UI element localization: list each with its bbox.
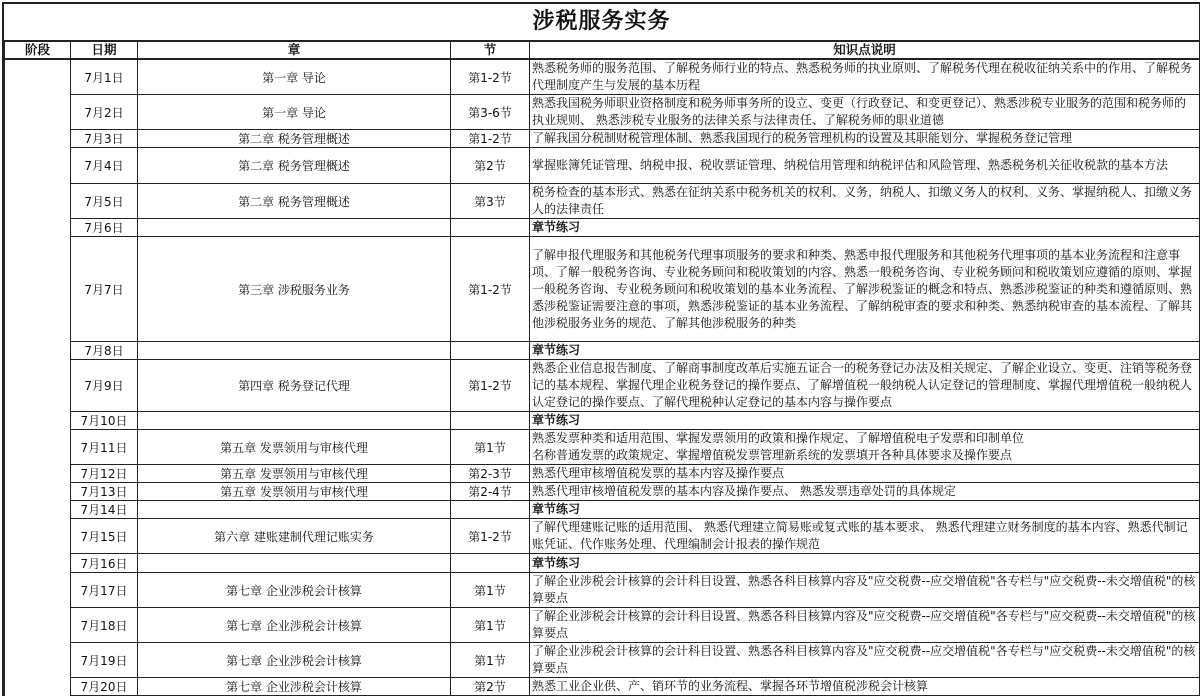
chapter-cell[interactable]: 第一章 导论 <box>138 95 451 130</box>
section-cell[interactable]: 第1节 <box>451 608 530 643</box>
knowledge-cell[interactable]: 税务检查的基本形式、熟悉在征纳关系中税务机关的权利、义务，纳税人、扣缴义务人的权利、义务、掌握纳税人、扣缴义务人的法律责任 <box>530 184 1200 219</box>
knowledge-cell[interactable]: 了解企业涉税会计核算的会计科目设置、熟悉各科目核算内容及"应交税费--应交增值税"各专栏与"应交税费--未交增值税"的核算要点 <box>530 643 1200 678</box>
date-cell[interactable]: 7月15日 <box>71 519 138 554</box>
date-cell[interactable]: 7月13日 <box>71 483 138 501</box>
table-row <box>5 483 1200 501</box>
table-row <box>5 342 1200 360</box>
table-row <box>5 501 1200 519</box>
table-row <box>5 643 1200 678</box>
knowledge-cell[interactable]: 熟悉代理审核增值税发票的基本内容及操作要点、 熟悉发票违章处罚的具体规定 <box>530 483 1200 501</box>
table-row <box>5 360 1200 412</box>
spreadsheet <box>2 2 1200 696</box>
table-row <box>5 430 1200 465</box>
date-cell[interactable]: 7月4日 <box>71 148 138 184</box>
table-row <box>5 412 1200 430</box>
table-row <box>5 219 1200 237</box>
date-cell[interactable]: 7月10日 <box>71 412 138 430</box>
section-cell[interactable]: 第1节 <box>451 643 530 678</box>
header-date[interactable]: 日期 <box>71 42 138 60</box>
chapter-cell[interactable]: 第二章 税务管理概述 <box>138 184 451 219</box>
knowledge-cell[interactable]: 熟悉发票种类和适用范围、掌握发票领用的政策和操作规定、了解增值税电子发票和印制单位 名称普通发票的政策规定、掌握增值税发票管理新系统的发票填开各种具体要求及操作要点 <box>530 430 1200 465</box>
table-row <box>5 59 1200 95</box>
date-cell[interactable]: 7月17日 <box>71 573 138 608</box>
table-row <box>5 519 1200 554</box>
table-row <box>5 237 1200 342</box>
section-cell[interactable]: 第1-2节 <box>451 237 530 342</box>
chapter-cell[interactable]: 第七章 企业涉税会计核算 <box>138 573 451 608</box>
date-cell[interactable]: 7月5日 <box>71 184 138 219</box>
date-cell[interactable]: 7月3日 <box>71 130 138 148</box>
knowledge-cell[interactable]: 章节练习 <box>530 342 1200 360</box>
section-cell[interactable]: 第1节 <box>451 430 530 465</box>
chapter-cell[interactable]: 第五章 发票领用与审核代理 <box>138 465 451 483</box>
section-cell[interactable]: 第3节 <box>451 184 530 219</box>
header-knowledge[interactable]: 知识点说明 <box>530 42 1200 60</box>
header-chapter[interactable]: 章 <box>138 42 451 60</box>
chapter-cell[interactable]: 第四章 税务登记代理 <box>138 360 451 412</box>
section-cell[interactable]: 第1-2节 <box>451 130 530 148</box>
section-cell[interactable]: 第3-6节 <box>451 95 530 130</box>
chapter-cell[interactable]: 第二章 税务管理概述 <box>138 130 451 148</box>
chapter-cell[interactable]: 第七章 企业涉税会计核算 <box>138 643 451 678</box>
chapter-cell[interactable] <box>138 412 451 430</box>
knowledge-cell[interactable]: 熟悉税务师的服务范围、了解税务师行业的特点、熟悉税务师的执业原则、了解税务代理在税收征纳关系中的作用、了解税务代理制度产生与发展的基本历程 <box>530 59 1200 95</box>
knowledge-cell[interactable]: 了解企业涉税会计核算的会计科目设置、熟悉各科目核算内容及"应交税费--应交增值税"各专栏与"应交税费--未交增值税"的核算要点 <box>530 608 1200 643</box>
section-cell[interactable]: 第2节 <box>451 678 530 696</box>
section-cell[interactable] <box>451 412 530 430</box>
date-cell[interactable]: 7月8日 <box>71 342 138 360</box>
knowledge-cell[interactable]: 熟悉企业信息报告制度、了解商事制度改革后实施五证合一的税务登记办法及相关规定、了解企业设立、变更、注销等税务登记的基本规程、掌握代理企业税务登记的操作要点、了解增值税一般纳税人认定登记的管理制度、掌握代理增值税一般纳税人认定登记的操作要点、了解代理税种认定登记的基本内容与操作要点 <box>530 360 1200 412</box>
sheet-title: 涉税服务实务 <box>4 4 1199 41</box>
header-row <box>5 42 1200 60</box>
section-cell[interactable]: 第2-3节 <box>451 465 530 483</box>
knowledge-cell[interactable]: 章节练习 <box>530 412 1200 430</box>
date-cell[interactable]: 7月18日 <box>71 608 138 643</box>
date-cell[interactable]: 7月2日 <box>71 95 138 130</box>
header-section[interactable]: 节 <box>451 42 530 60</box>
chapter-cell[interactable] <box>138 501 451 519</box>
table-row <box>5 573 1200 608</box>
table-row <box>5 465 1200 483</box>
knowledge-cell[interactable]: 熟悉代理审核增值税发票的基本内容及操作要点 <box>530 465 1200 483</box>
section-cell[interactable] <box>451 501 530 519</box>
knowledge-cell[interactable]: 章节练习 <box>530 501 1200 519</box>
knowledge-cell[interactable]: 章节练习 <box>530 554 1200 573</box>
section-cell[interactable]: 第1-2节 <box>451 360 530 412</box>
table-row <box>5 130 1200 148</box>
knowledge-cell[interactable]: 了解我国分税制财税管理体制、熟悉我国现行的税务管理机构的设置及其职能划分、掌握税务登记管理 <box>530 130 1200 148</box>
header-stage[interactable]: 阶段 <box>5 42 71 60</box>
knowledge-cell[interactable]: 了解代理建账记账的适用范围、 熟悉代理建立简易账或复式账的基本要求、 熟悉代理建立财务制度的基本内容、熟悉代制记账凭证、代作账务处理、代理编制会计报表的操作规范 <box>530 519 1200 554</box>
knowledge-cell[interactable]: 掌握账簿凭证管理、纳税申报、税收票证管理、纳税信用管理和纳税评估和风险管理、熟悉税务机关征收税款的基本方法 <box>530 148 1200 184</box>
stage-cell[interactable] <box>5 59 71 696</box>
section-cell[interactable] <box>451 554 530 573</box>
section-cell[interactable]: 第2-4节 <box>451 483 530 501</box>
date-cell[interactable]: 7月6日 <box>71 219 138 237</box>
section-cell[interactable] <box>451 342 530 360</box>
chapter-cell[interactable]: 第一章 导论 <box>138 59 451 95</box>
chapter-cell[interactable]: 第六章 建账建制代理记账实务 <box>138 519 451 554</box>
table-row <box>5 95 1200 130</box>
chapter-cell[interactable]: 第五章 发票领用与审核代理 <box>138 430 451 465</box>
knowledge-cell[interactable]: 了解企业涉税会计核算的会计科目设置、熟悉各科目核算内容及"应交税费--应交增值税"各专栏与"应交税费--未交增值税"的核算要点 <box>530 573 1200 608</box>
table-row <box>5 554 1200 573</box>
knowledge-cell[interactable]: 熟悉我国税务师职业资格制度和税务师事务所的设立、变更（行政登记、和变更登记）、熟悉涉税专业服务的范围和税务师的执业规则、 熟悉涉税专业服务的法律关系与法律责任、了解税务师的职业道德 <box>530 95 1200 130</box>
section-cell[interactable]: 第1-2节 <box>451 519 530 554</box>
table-row <box>5 678 1200 696</box>
date-cell[interactable]: 7月1日 <box>71 59 138 95</box>
section-cell[interactable]: 第2节 <box>451 148 530 184</box>
chapter-cell[interactable] <box>138 219 451 237</box>
table-row <box>5 148 1200 184</box>
section-cell[interactable]: 第1-2节 <box>451 59 530 95</box>
date-cell[interactable]: 7月12日 <box>71 465 138 483</box>
date-cell[interactable]: 7月11日 <box>71 430 138 465</box>
study-plan-table <box>4 41 1200 696</box>
knowledge-cell[interactable]: 熟悉工业企业供、产、销环节的业务流程、掌握各环节增值税涉税会计核算 <box>530 678 1200 696</box>
date-cell[interactable]: 7月14日 <box>71 501 138 519</box>
date-cell[interactable]: 7月16日 <box>71 554 138 573</box>
date-cell[interactable]: 7月19日 <box>71 643 138 678</box>
section-cell[interactable] <box>451 219 530 237</box>
date-cell[interactable]: 7月9日 <box>71 360 138 412</box>
chapter-cell[interactable]: 第七章 企业涉税会计核算 <box>138 608 451 643</box>
table-row <box>5 608 1200 643</box>
knowledge-cell[interactable]: 了解申报代理服务和其他税务代理事项服务的要求和种类、熟悉申报代理服务和其他税务代理事项的基本业务流程和注意事项、了解一般税务咨询、专业税务顾问和税收策划的内容、熟悉一般税务咨询、专业税务顾问和税收策划应遵循的原则、掌握一般税务咨询、专业税务顾问和税收策划的基本业务流程、了解涉税鉴证的概念和特点、熟悉涉税鉴证的种类和遵循原则、熟悉涉税鉴证需要注意的事项，熟悉涉税鉴证的基本业务流程、了解纳税审查的要求和种类、熟悉纳税审查的基本流程、了解其他涉税服务业务的规范、了解其他涉税服务的种类 <box>530 237 1200 342</box>
section-cell[interactable]: 第1节 <box>451 573 530 608</box>
chapter-cell[interactable]: 第五章 发票领用与审核代理 <box>138 483 451 501</box>
chapter-cell[interactable]: 第三章 涉税服务业务 <box>138 237 451 342</box>
table-row <box>5 184 1200 219</box>
chapter-cell[interactable] <box>138 554 451 573</box>
chapter-cell[interactable] <box>138 342 451 360</box>
knowledge-cell[interactable]: 章节练习 <box>530 219 1200 237</box>
date-cell[interactable]: 7月7日 <box>71 237 138 342</box>
date-cell[interactable]: 7月20日 <box>71 678 138 696</box>
chapter-cell[interactable]: 第七章 企业涉税会计核算 <box>138 678 451 696</box>
chapter-cell[interactable]: 第二章 税务管理概述 <box>138 148 451 184</box>
